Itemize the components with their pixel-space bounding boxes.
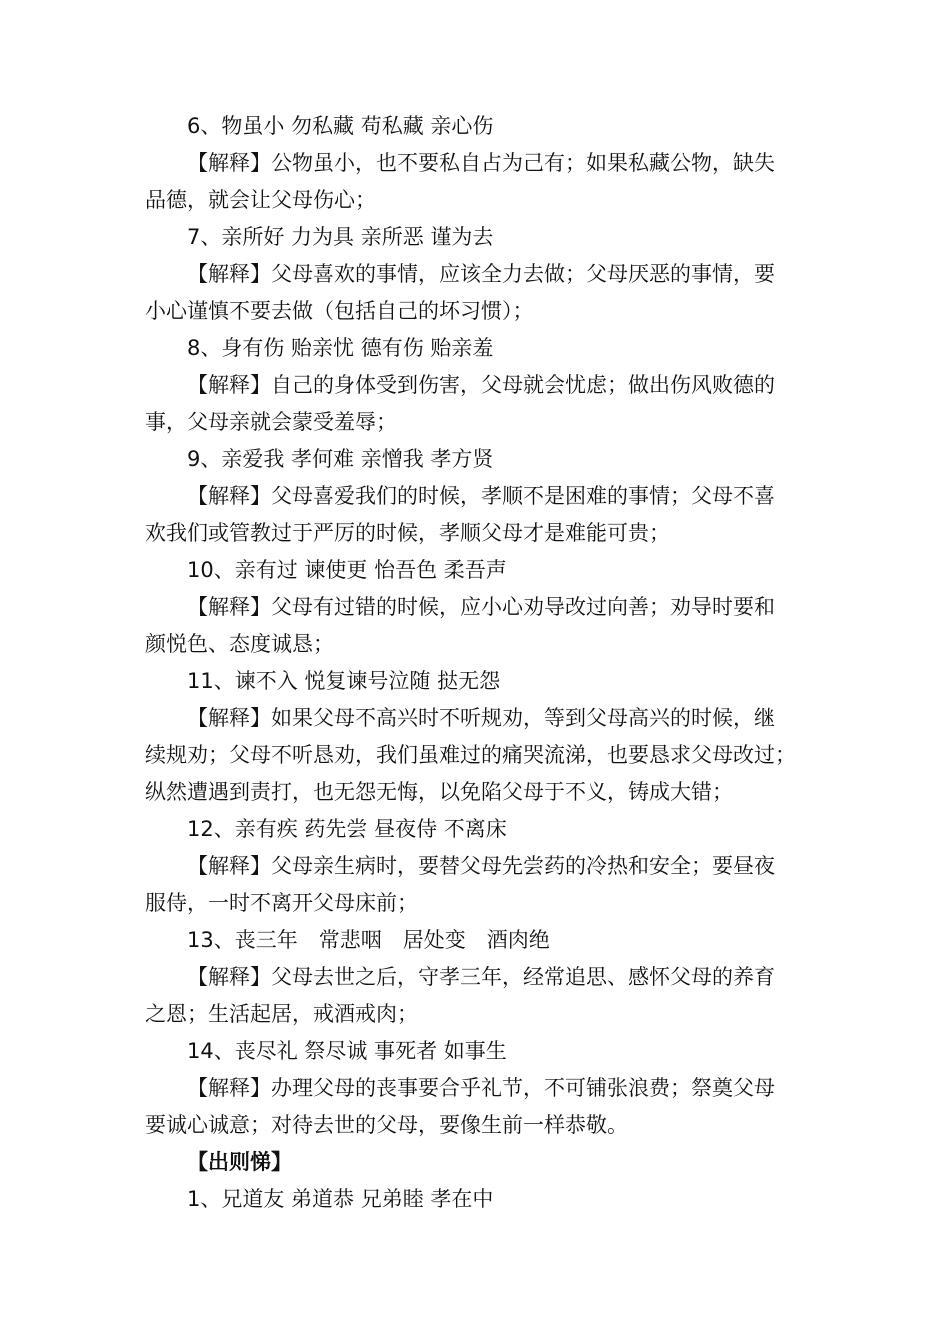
text-line: 9、亲爱我 孝何难 亲憎我 孝方贤 [187,447,494,471]
text-line: 【解释】父母去世之后，守孝三年，经常追思、感怀父母的养育 [187,965,775,989]
text-line: 【解释】公物虽小，也不要私自占为己有；如果私藏公物，缺失 [187,151,775,175]
text-line: 服侍，一时不离开父母床前； [145,891,418,915]
text-line: 小心谨慎不要去做（包括自己的坏习惯）； [145,299,534,323]
text-line: 之恩；生活起居，戒酒戒肉； [145,1002,418,1026]
section-heading: 【出则悌】 [187,1150,292,1174]
text-line: 【解释】父母亲生病时，要替父母先尝药的冷热和安全；要昼夜 [187,854,775,878]
text-line: 续规劝；父母不听恳劝，我们虽难过的痛哭流涕，也要恳求父母改过； [145,743,796,767]
text-line: 【解释】父母有过错的时候，应小心劝导改过向善；劝导时要和 [187,595,775,619]
text-line: 品德，就会让父母伤心； [145,188,376,212]
text-line: 要诚心诚意；对待去世的父母，要像生前一样恭敬。 [145,1113,628,1137]
text-line: 事，父母亲就会蒙受羞辱； [145,410,397,434]
text-line: 【解释】父母喜欢的事情，应该全力去做；父母厌恶的事情，要 [187,262,775,286]
text-line: 1、兄道友 弟道恭 兄弟睦 孝在中 [187,1187,494,1211]
text-line: 【解释】父母喜爱我们的时候，孝顺不是困难的事情；父母不喜 [187,484,775,508]
document-body [145,108,835,1218]
text-line: 欢我们或管教过于严厉的时候，孝顺父母才是难能可贵； [145,521,670,545]
text-line: 纵然遭遇到责打，也无怨无悔，以免陷父母于不义，铸成大错； [145,780,733,804]
text-line: 6、物虽小 勿私藏 苟私藏 亲心伤 [187,114,494,138]
text-line: 【解释】办理父母的丧事要合乎礼节，不可铺张浪费；祭奠父母 [187,1076,775,1100]
text-line: 7、亲所好 力为具 亲所恶 谨为去 [187,225,494,249]
text-line: 12、亲有疾 药先尝 昼夜侍 不离床 [187,817,507,841]
text-line: 8、身有伤 贻亲忧 德有伤 贻亲羞 [187,336,494,360]
text-line: 14、丧尽礼 祭尽诚 事死者 如事生 [187,1039,507,1063]
text-line: 10、亲有过 谏使更 怡吾色 柔吾声 [187,558,507,582]
text-line: 【解释】如果父母不高兴时不听规劝，等到父母高兴的时候，继 [187,706,775,730]
text-line: 【解释】自己的身体受到伤害，父母就会忧虑；做出伤风败德的 [187,373,775,397]
text-line: 颜悦色、态度诚恳； [145,632,334,656]
text-line: 11、谏不入 悦复谏号泣随 挞无怨 [187,669,501,693]
text-line: 13、丧三年 常悲咽 居处变 酒肉绝 [187,928,550,952]
